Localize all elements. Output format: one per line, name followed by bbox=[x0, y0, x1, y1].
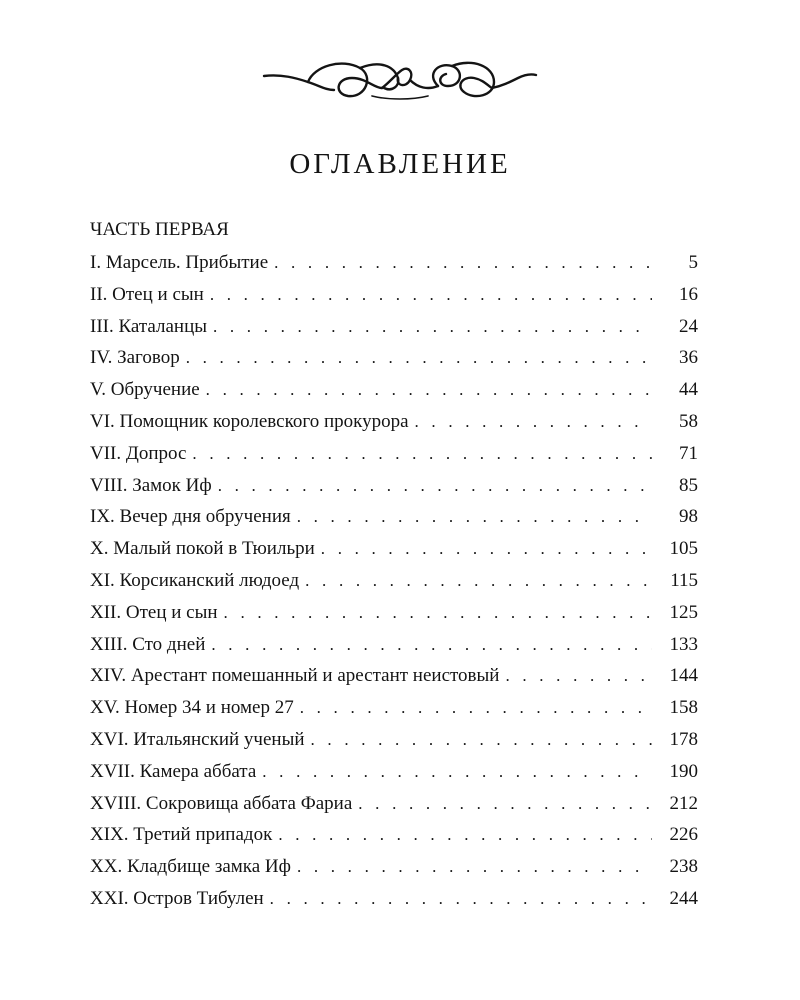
page-number: 144 bbox=[669, 665, 698, 687]
page-number: 36 bbox=[679, 347, 698, 369]
dot-leader bbox=[321, 533, 652, 565]
page-number: 71 bbox=[679, 442, 698, 464]
dot-leader bbox=[505, 660, 652, 692]
chapter-title: XVII. Камера аббата bbox=[90, 760, 257, 782]
dot-leader bbox=[358, 788, 652, 820]
toc-entry[interactable] bbox=[90, 470, 698, 502]
page-number: 16 bbox=[679, 283, 698, 305]
dot-leader bbox=[211, 629, 652, 661]
toc-entry[interactable] bbox=[90, 247, 698, 279]
chapter-title: V. Обручение bbox=[90, 379, 200, 401]
page-number: 133 bbox=[669, 633, 698, 655]
page-number: 5 bbox=[688, 252, 698, 273]
chapter-title: II. Отец и сын bbox=[90, 283, 204, 305]
toc-entry[interactable] bbox=[90, 438, 698, 470]
chapter-title: I. Марсель. Прибытие bbox=[90, 252, 269, 273]
chapter-title: IV. Заговор bbox=[90, 347, 180, 369]
page-number: 244 bbox=[669, 887, 698, 909]
toc-entry[interactable] bbox=[90, 819, 698, 851]
page-number: 190 bbox=[669, 760, 698, 782]
dot-leader bbox=[192, 438, 652, 470]
dot-leader bbox=[186, 342, 652, 374]
dot-leader bbox=[206, 374, 652, 406]
chapter-title: XIII. Сто дней bbox=[90, 633, 206, 655]
page-number: 212 bbox=[669, 792, 698, 814]
dot-leader bbox=[311, 724, 652, 756]
dot-leader bbox=[218, 470, 652, 502]
toc-entry[interactable] bbox=[90, 501, 698, 533]
toc-entry[interactable] bbox=[90, 565, 698, 597]
toc-entry[interactable] bbox=[90, 692, 698, 724]
page-number: 44 bbox=[679, 379, 698, 401]
page-number: 158 bbox=[669, 697, 698, 719]
chapter-title: XVI. Итальянский ученый bbox=[90, 728, 305, 750]
toc-entry[interactable] bbox=[90, 724, 698, 756]
chapter-title: III. Каталанцы bbox=[90, 315, 207, 337]
page-title: ОГЛАВЛЕНИЕ bbox=[289, 148, 511, 180]
chapter-title: XXI. Остров Тибулен bbox=[90, 887, 264, 909]
dot-leader bbox=[213, 311, 652, 343]
toc-entry[interactable] bbox=[90, 629, 698, 661]
page-number: 125 bbox=[669, 601, 698, 623]
page-number: 98 bbox=[679, 506, 698, 528]
chapter-title: VI. Помощник королевского прокурора bbox=[90, 410, 409, 432]
toc-entry[interactable] bbox=[90, 342, 698, 374]
toc-entry[interactable] bbox=[90, 883, 698, 915]
dot-leader bbox=[278, 819, 652, 851]
toc-entry[interactable] bbox=[90, 374, 698, 406]
chapter-title: X. Малый покой в Тюильри bbox=[90, 538, 315, 560]
toc-entry[interactable] bbox=[90, 851, 698, 883]
chapter-title: VII. Допрос bbox=[90, 442, 187, 464]
dot-leader bbox=[297, 851, 652, 883]
part-title: ЧАСТЬ ПЕРВАЯ bbox=[90, 219, 229, 240]
toc-entry[interactable] bbox=[90, 406, 698, 438]
chapter-title: XII. Отец и сын bbox=[90, 601, 218, 623]
chapter-title: IX. Вечер дня обручения bbox=[90, 506, 291, 528]
page-number: 105 bbox=[669, 538, 698, 560]
page-number: 115 bbox=[670, 569, 698, 591]
page-number: 24 bbox=[679, 315, 698, 337]
page-number: 226 bbox=[669, 824, 698, 846]
dot-leader bbox=[224, 597, 652, 629]
page-number: 58 bbox=[679, 410, 698, 432]
dot-leader bbox=[300, 692, 652, 724]
dot-leader bbox=[297, 501, 652, 533]
chapter-title: XVIII. Сокровища аббата Фариа bbox=[90, 792, 353, 814]
dot-leader bbox=[262, 756, 652, 788]
toc-entry[interactable] bbox=[90, 311, 698, 343]
toc-entry[interactable] bbox=[90, 533, 698, 565]
dot-leader bbox=[415, 406, 652, 438]
page-number: 85 bbox=[679, 474, 698, 496]
dot-leader bbox=[274, 247, 652, 279]
toc-entry[interactable] bbox=[90, 788, 698, 820]
toc-entry[interactable] bbox=[90, 597, 698, 629]
chapter-title: XX. Кладбище замка Иф bbox=[90, 856, 291, 878]
chapter-title: XIX. Третий припадок bbox=[90, 824, 273, 846]
chapter-title: XIV. Арестант помешанный и арестант неистовый bbox=[90, 665, 500, 687]
dot-leader bbox=[305, 565, 652, 597]
table-of-contents bbox=[90, 247, 698, 915]
page-number: 178 bbox=[669, 728, 698, 750]
chapter-title: XI. Корсиканский людоед bbox=[90, 569, 300, 591]
toc-entry[interactable] bbox=[90, 756, 698, 788]
dot-leader bbox=[270, 883, 652, 915]
toc-entry[interactable] bbox=[90, 660, 698, 692]
chapter-title: VIII. Замок Иф bbox=[90, 474, 212, 496]
toc-entry[interactable] bbox=[90, 279, 698, 311]
page-number: 238 bbox=[669, 856, 698, 878]
flourish-ornament-icon bbox=[262, 52, 538, 108]
chapter-title: XV. Номер 34 и номер 27 bbox=[90, 697, 294, 719]
dot-leader bbox=[210, 279, 652, 311]
